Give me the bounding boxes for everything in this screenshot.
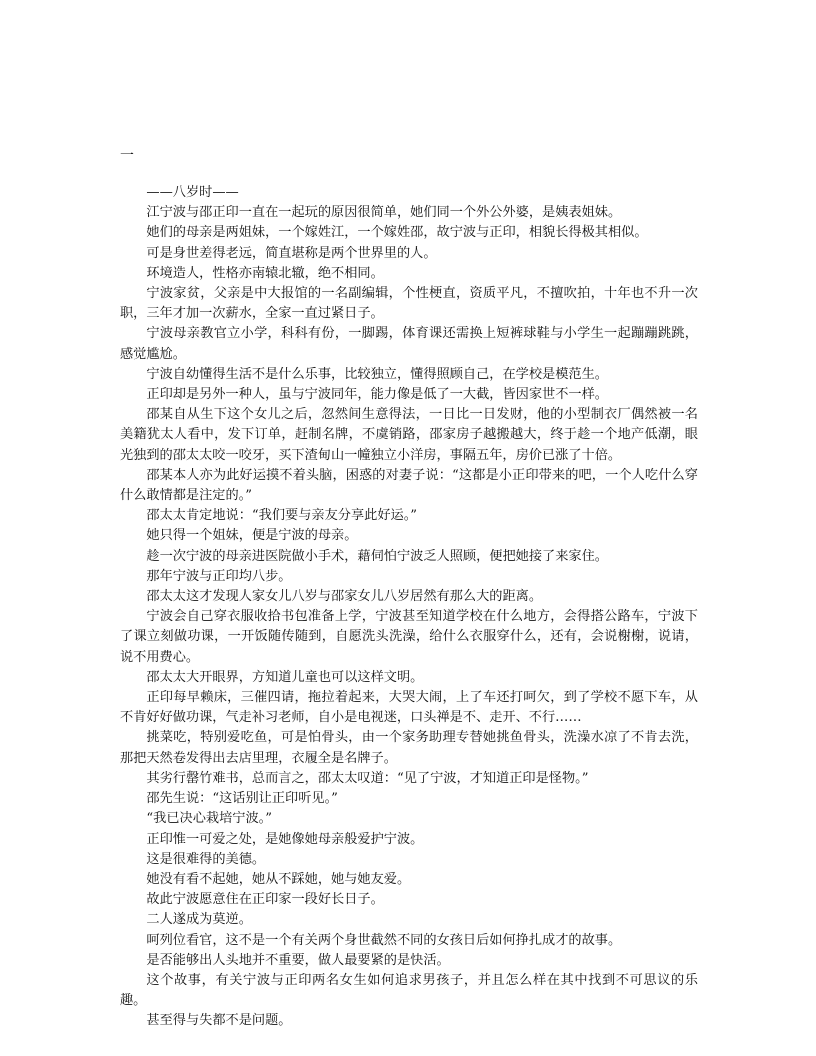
paragraph: 环境造人，性格亦南辕北辙，绝不相同。: [146, 265, 384, 281]
paragraph: 可是身世差得老远，简直堪称是两个世界里的人。: [146, 245, 437, 261]
paragraph: 邵某本人亦为此好运摸不着头脑，困惑的对妻子说：“这都是小正印带来的吧，一个人吃什么穿什么敢情都是注定的。”: [120, 467, 698, 504]
paragraph: 正印却是另外一种人，虽与宁波同年，能力像是低了一大截，皆因家世不一样。: [146, 387, 608, 403]
paragraph: 她没有看不起她，她从不踩她，她与她友爱。: [146, 871, 411, 887]
paragraph: 正印惟一可爱之处，是她像她母亲般爱护宁波。: [146, 831, 424, 847]
paragraph: “我已决心栽培宁波。”: [146, 811, 272, 827]
paragraph: 她只得一个姐妹，便是宁波的母亲。: [146, 528, 358, 544]
paragraph: 甚至得与失都不是问题。: [146, 1013, 292, 1029]
paragraph: 宁波会自己穿衣服收拾书包准备上学，宁波甚至知道学校在什么地方，会得搭公路车，宁波下了课立刻做功课，一开饭随传随到，自愿洗头洗澡，给什么衣服穿什么，还有，会说榭榭，说请，说不用费心。: [120, 609, 698, 665]
paragraph: 邵太太这才发现人家女儿八岁与邵家女儿八岁居然有那么大的距离。: [146, 589, 543, 605]
paragraph: 邵先生说：“这话别让正印听见。”: [146, 791, 338, 807]
paragraph: 这是很难得的美德。: [146, 851, 266, 867]
section-heading: ——八岁时——: [146, 185, 239, 200]
paragraph: 其劣行罄竹难书，总而言之，邵太太叹道：“见了宁波，才知道正印是怪物。”: [146, 770, 589, 786]
paragraph: 邵某自从生下这个女儿之后，忽然间生意得法，一日比一日发财，他的小型制衣厂偶然被一名美籍犹太人看中，发下订单，赶制名牌，不虞销路，邵家房子越搬越大，终于趁一个地产低潮，眼光独到的邵太太咬一咬牙，买下渣甸山一幢独立小洋房，事隔五年，房价已涨了十倍。: [120, 407, 698, 463]
paragraph: 宁波家贫，父亲是中大报馆的一名副编辑，个性梗直，资质平凡，不擅吹拍，十年也不升一次职，三年才加一次薪水，全家一直过紧日子。: [120, 286, 698, 322]
chapter-body: [120, 183, 698, 1032]
paragraph: 趁一次宁波的母亲进医院做小手术，藉伺怕宁波乏人照顾，便把她接了来家住。: [146, 548, 608, 564]
paragraph: 故此宁波愿意住在正印家一段好长日子。: [146, 892, 384, 908]
paragraph: 正印每早赖床，三催四请，拖拉着起来，大哭大闹，上了车还打呵欠，到了学校不愿下车，从不肯好好做功课，气走补习老师，自小是电视迷，口头禅是不、走开、不行……: [120, 690, 698, 726]
paragraph: 江宁波与邵正印一直在一起玩的原因很简单，她们同一个外公外婆，是姨表姐妹。: [146, 205, 622, 221]
paragraph: 邵太太肯定地说：“我们要与亲友分享此好运。”: [146, 508, 418, 524]
paragraph: 宁波自幼懂得生活不是什么乐事，比较独立，懂得照顾自己，在学校是模范生。: [146, 366, 608, 382]
paragraph: 呵列位看官，这不是一个有关两个身世截然不同的女孩日后如何挣扎成才的故事。: [146, 932, 622, 948]
chapter-number: 一: [120, 148, 134, 164]
paragraph: 宁波母亲教官立小学，科科有份，一脚踢，体育课还需换上短裤球鞋与小学生一起蹦蹦跳跳，感觉尴尬。: [120, 326, 698, 362]
paragraph: 邵太太大开眼界，方知道儿童也可以这样文明。: [146, 669, 424, 685]
paragraph: 那年宁波与正印均八步。: [146, 568, 292, 584]
paragraph: 二人遂成为莫逆。: [146, 912, 252, 928]
paragraph: 她们的母亲是两姐妹，一个嫁姓江，一个嫁姓邵，故宁波与正印，相貌长得极其相似。: [146, 225, 648, 241]
paragraph: 这个故事，有关宁波与正印两名女生如何追求男孩子，并且怎么样在其中找到不可思议的乐趣。: [120, 972, 698, 1009]
paragraph: 挑菜吃，特别爱吃鱼，可是怕骨头，由一个家务助理专替她挑鱼骨头，洗澡水凉了不肯去洗，那把天然卷发得出去店里理，衣履全是名牌子。: [120, 730, 698, 766]
paragraph: 是否能够出人头地并不重要，做人最要紧的是快活。: [146, 952, 450, 968]
